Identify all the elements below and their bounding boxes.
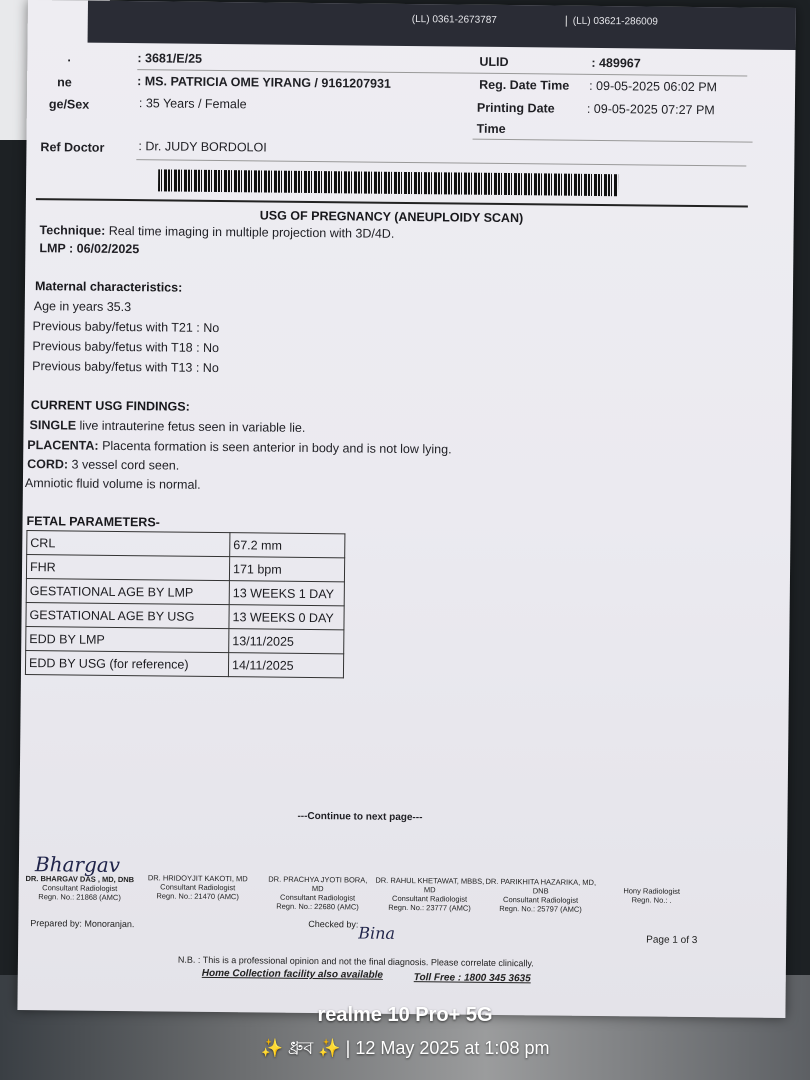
signatory-regn: Regn. No.: 25797 (AMC) (499, 903, 582, 914)
patient-name-label: ne (57, 75, 72, 90)
phone-number-2: (LL) 03621-286009 (566, 16, 658, 28)
reg-date-value: : 09-05-2025 06:02 PM (589, 78, 718, 95)
value-cell: 13/11/2025 (229, 629, 344, 654)
signatory-regn: Regn. No.: 21470 (AMC) (156, 891, 239, 902)
table-row (25, 651, 343, 678)
handwritten-signature: Bhargav (34, 852, 121, 878)
value-cell: 14/11/2025 (228, 653, 343, 678)
report-title: USG OF PREGNANCY (ANEUPLOIDY SCAN) (259, 208, 524, 226)
signatory-3 (262, 875, 372, 912)
ref-doctor-value: : Dr. JUDY BORDOLOI (138, 139, 267, 155)
technique-label: Technique: (39, 223, 106, 238)
param-cell: EDD BY LMP (26, 627, 229, 653)
signatory-name: DR. BHARGAV DAS , MD, DNB (25, 874, 135, 885)
home-collection-note: Home Collection facility also available (201, 967, 384, 981)
value-cell: 13 WEEKS 0 DAY (229, 605, 344, 630)
prepared-by: Prepared by: Monoranjan. (30, 918, 135, 930)
signatory-regn: Regn. No.: 23777 (AMC) (388, 902, 471, 913)
ulid-label: ULID (479, 54, 509, 70)
checked-by: Checked by: (308, 918, 359, 930)
signatory-name: DR. HRIDOYJIT KAKOTI, MD (147, 873, 248, 884)
fetal-parameters-table (25, 530, 346, 678)
signatory-role: Consultant Radiologist (42, 883, 118, 893)
table-row (26, 555, 344, 582)
amniotic-line: Amniotic fluid volume is normal. (24, 475, 201, 492)
header-rule (36, 198, 748, 207)
toll-free-number: Toll Free : 1800 345 3635 (413, 972, 531, 985)
disclaimer: N.B. : This is a professional opinion and not the final diagnosis. Please correlate clinically. (177, 954, 534, 969)
patient-id-value: : 3681/E/25 (137, 51, 203, 66)
single-value: live intrauterine fetus seen in variable lie. (76, 418, 306, 435)
param-cell: GESTATIONAL AGE BY LMP (26, 579, 229, 605)
patient-id-label: . (67, 50, 71, 65)
maternal-line: Previous baby/fetus with T13 : No (32, 359, 219, 376)
print-date-value: : 09-05-2025 07:27 PM (586, 101, 715, 118)
table-row (27, 531, 345, 558)
patient-agesex-value: : 35 Years / Female (138, 96, 247, 112)
camera-watermark-device: realme 10 Pro+ 5G (317, 1004, 493, 1026)
camera-watermark-caption: ✨ ধ্রুব ✨ | 12 May 2025 at 1:08 pm (260, 1038, 550, 1058)
signatory-regn: Regn. No.: 21868 (AMC) (38, 892, 121, 903)
divider (473, 139, 753, 143)
signatory-role: Consultant Radiologist (503, 895, 579, 905)
cord-label: CORD: (27, 457, 69, 472)
signatory-role: Hony Radiologist (623, 886, 681, 896)
value-cell: 13 WEEKS 1 DAY (229, 581, 344, 606)
findings-title: CURRENT USG FINDINGS: (30, 398, 190, 414)
patient-name-value: : MS. PATRICIA OME YIRANG / 9161207931 (137, 74, 392, 91)
maternal-title: Maternal characteristics: (34, 279, 183, 295)
fetal-parameters-title: FETAL PARAMETERS- (26, 514, 160, 530)
cord-value: 3 vessel cord seen. (68, 457, 180, 473)
barcode (158, 169, 618, 196)
continue-note: ---Continue to next page--- (297, 810, 423, 824)
signatory-regn: Regn. No.: 22680 (AMC) (276, 901, 359, 912)
signatory-name: DR. RAHUL KHETAWAT, MBBS, MD (375, 875, 485, 895)
param-cell: CRL (27, 531, 230, 557)
print-time-label: Time (476, 121, 506, 137)
print-date-label: Printing Date (476, 100, 555, 116)
placenta-label: PLACENTA: (27, 438, 99, 453)
maternal-line: Previous baby/fetus with T18 : No (32, 339, 220, 356)
divider (136, 159, 746, 166)
lmp: LMP : 06/02/2025 (39, 241, 140, 257)
maternal-line: Age in years 35.3 (33, 299, 132, 315)
value-cell: 67.2 mm (230, 533, 345, 558)
signatory-1 (25, 874, 135, 902)
page-number: Page 1 of 3 (646, 934, 698, 947)
table-row (26, 627, 344, 654)
signatory-role: Consultant Radiologist (392, 893, 468, 904)
maternal-line: Previous baby/fetus with T21 : No (32, 319, 220, 336)
signatory-name: DR. PARIKHITA HAZARIKA, MD, DNB (485, 876, 597, 896)
single-label: SINGLE (29, 418, 77, 433)
single-line (29, 418, 305, 435)
reg-date-label: Reg. Date Time (479, 77, 570, 93)
param-cell: EDD BY USG (for reference) (25, 651, 228, 677)
signatory-5 (480, 877, 600, 914)
signatory-role: Consultant Radiologist (280, 892, 356, 903)
param-cell: GESTATIONAL AGE BY USG (26, 603, 229, 629)
phone-number-1: (LL) 0361-2673787 (411, 14, 497, 26)
technique-value: Real time imaging in multiple projection with 3D/4D. (105, 223, 395, 241)
signatory-role: Consultant Radiologist (160, 882, 236, 893)
param-cell: FHR (26, 555, 229, 581)
placenta-line (27, 438, 451, 456)
patient-agesex-label: ge/Sex (48, 97, 90, 112)
checker-signature: Bina (358, 923, 396, 943)
signatory-2 (143, 873, 253, 901)
value-cell: 171 bpm (229, 557, 344, 582)
report-page (17, 0, 796, 1018)
signatory-regn: Regn. No.: . (631, 895, 672, 905)
placenta-value: Placenta formation is seen anterior in body and is not low lying. (98, 438, 452, 457)
table-row (26, 603, 344, 630)
signatory-6 (597, 886, 707, 905)
letterhead-band (88, 1, 796, 50)
signatory-4 (374, 876, 484, 913)
ref-doctor-label: Ref Doctor (40, 140, 105, 155)
technique-line (40, 223, 395, 241)
table-row (26, 579, 344, 606)
cord-line (27, 457, 179, 473)
signatory-name: DR. PRACHYA JYOTI BORA, MD (268, 874, 368, 894)
ulid-value: : 489967 (591, 55, 641, 71)
